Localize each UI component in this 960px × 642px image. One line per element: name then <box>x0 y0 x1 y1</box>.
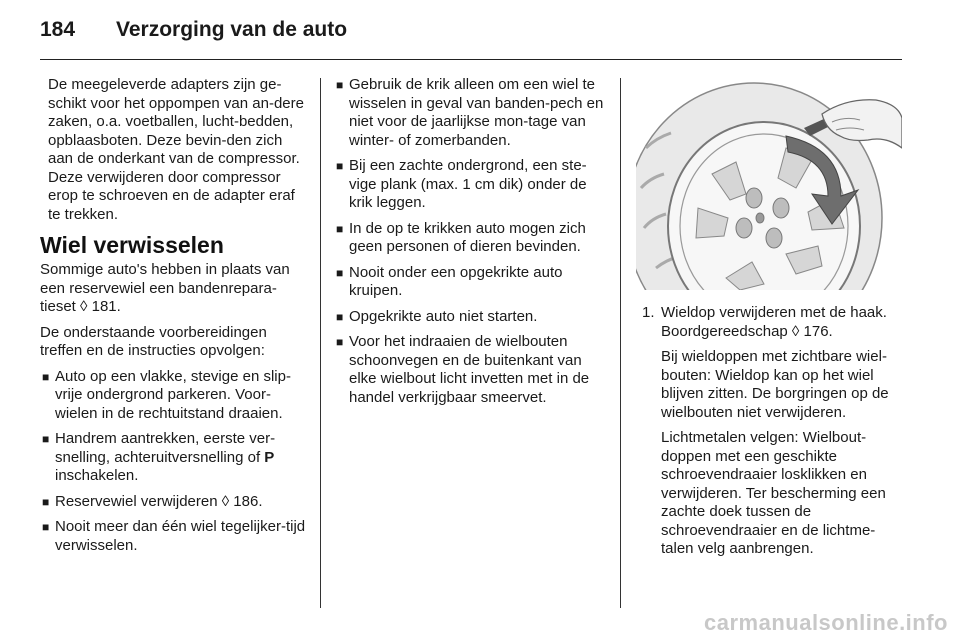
list-item-text: Nooit onder een opgekrikte auto kruipen. <box>349 263 563 299</box>
step-item <box>636 304 904 341</box>
intro-paragraph: De meegeleverde adapters zijn ge-schikt voor het oppompen van an-dere zaken, o.a. voetballen, lucht-bedden, opblaasboten. Deze bevin-den zich aan de onderkant van de compressor. Deze verwijderen door compressor erop te schroeven en de adapter eraf te trekken. <box>48 76 304 223</box>
list-item-text: Auto op een vlakke, stevige en slip-vrije ondergrond parkeren. Voor-wielen in de rechtuitstand draaien. <box>55 367 291 422</box>
step-note-alloy-wheels: Lichtmetalen velgen: Wielbout-doppen met een geschikte schroevendraaier losklikken en verwijderen. Ter bescherming een zachte doek tussen de schroevendraaier en de lichtme-talen velg aanbrengen. <box>661 429 886 557</box>
list-item <box>40 430 306 486</box>
paragraph-repair-kit: Sommige auto's hebben in plaats van een reservewiel een bandenrepara-tieset ◊ 181. <box>40 261 290 315</box>
column-divider-right <box>620 78 621 608</box>
list-item-text: Bij een zachte ondergrond, een ste-vige plank (max. 1 cm dik) onder de krik leggen. <box>349 157 587 211</box>
list-item <box>334 308 604 327</box>
list-item-text-tail: inschakelen. <box>55 467 139 484</box>
list-item-text: Gebruik de krik alleen om een wiel te wisselen in geval van banden-pech en niet voor de jaarlijkse mon-tage van winter- of zomerbanden. <box>349 76 604 149</box>
bullet-icon: ■ <box>42 494 50 509</box>
list-item <box>40 493 306 512</box>
bullet-icon: ■ <box>42 520 50 534</box>
list-item <box>40 518 306 555</box>
list-item-text: Reservewiel verwijderen ◊ 186. <box>55 492 263 510</box>
list-item <box>334 333 604 407</box>
bullet-icon: ■ <box>336 335 344 349</box>
bullet-icon: ■ <box>336 265 344 280</box>
list-item-text: Voor het indraaien de wielbouten schoonvegen en de buitenkant van elke wielbout licht invetten met in de handel verkrijgbaar smeervet. <box>349 333 590 406</box>
step-text: Wieldop verwijderen met de haak. Boordgereedschap ◊ 176. <box>661 304 887 340</box>
column-right <box>636 304 904 566</box>
safety-list <box>334 76 604 407</box>
header-rule <box>40 59 902 60</box>
list-item-text: Nooit meer dan één wiel tegelijker-tijd verwisselen. <box>55 518 306 554</box>
wheel-cover-removal-illustration <box>636 78 902 290</box>
list-item <box>334 76 604 150</box>
bullet-icon: ■ <box>42 369 50 384</box>
column-left <box>40 76 306 562</box>
bullet-icon: ■ <box>336 78 344 92</box>
bullet-icon: ■ <box>336 221 344 236</box>
list-item <box>334 264 604 301</box>
list-item <box>334 220 604 257</box>
page-title: Verzorging van de auto <box>116 18 348 41</box>
page-number: 184 <box>40 18 76 41</box>
step-list <box>636 304 904 341</box>
list-item-text: Opgekrikte auto niet starten. <box>349 307 538 325</box>
section-heading: Wiel verwisselen <box>40 232 224 258</box>
watermark: carmanualsonline.info <box>704 610 948 635</box>
column-middle <box>334 76 604 414</box>
bullet-icon: ■ <box>336 309 344 324</box>
gear-letter: P <box>264 448 275 466</box>
list-item-text: Handrem aantrekken, eerste ver-snelling, achteruitversnelling of <box>55 430 276 466</box>
step-number: 1. <box>642 304 655 321</box>
list-item-text: In de op te krikken auto mogen zich geen personen of dieren bevinden. <box>349 219 586 255</box>
list-item <box>40 368 306 424</box>
preparation-list <box>40 368 306 556</box>
step-note-visible-bolts: Bij wieldoppen met zichtbare wiel-bouten: Wieldop kan op het wiel blijven zitten. De borgringen op de wielbouten niet verwijderen. <box>661 348 889 421</box>
column-divider-left <box>320 78 321 608</box>
bullet-icon: ■ <box>42 432 50 446</box>
paragraph-preparations: De onderstaande voorbereidingen treffen en de instructies opvolgen: <box>40 323 267 359</box>
bullet-icon: ■ <box>336 159 344 173</box>
list-item <box>334 157 604 213</box>
